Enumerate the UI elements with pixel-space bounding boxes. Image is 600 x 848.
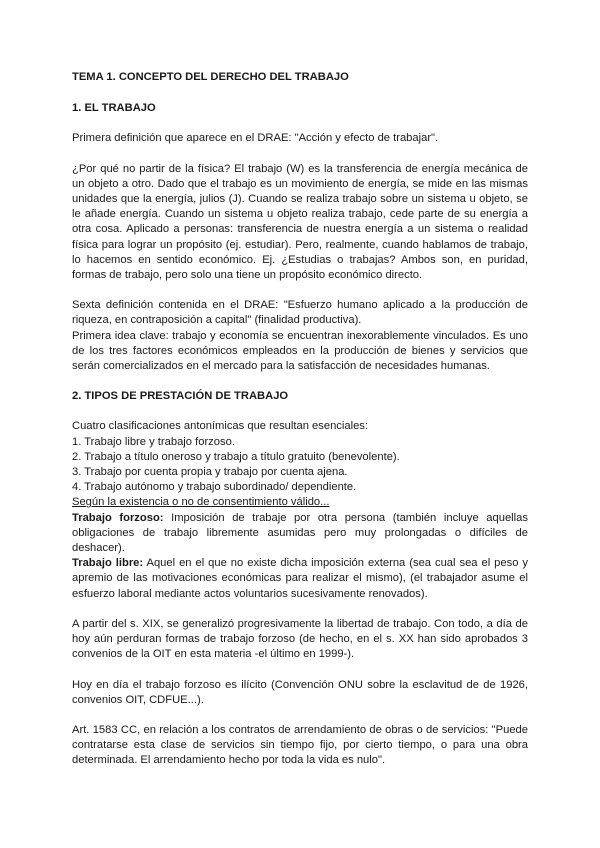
classification-list [72,435,528,496]
list-item: 3. Trabajo por cuenta propia y trabajo por cuenta ajena. [72,466,348,479]
list-item: 1. Trabajo libre y trabajo forzoso. [72,435,235,448]
forced-labor-label: Trabajo forzoso: [72,511,164,524]
free-labor-label: Trabajo libre: [72,557,144,570]
forced-labor-text: Imposición de trabaje por otra persona (también incluye aquellas obligaciones de trabajo libremente asumidas pero muy prolongadas o difíciles de deshacer). [72,511,528,555]
section-2-paragraph-7: Art. 1583 CC, en relación a los contratos de arrendamiento de obras o de servicios: "Puede contratarse esta clase de servicios sin tiempo fijo, por cierto tiempo, o para una obra determinada. El arrendamiento hecho por toda la vida es nulo". [72,723,528,767]
section-2-intro: Cuatro clasificaciones antonímicas que resultan esenciales: [72,420,369,433]
forced-labor-definition [72,511,528,557]
section-1-paragraph-3: Sexta definición contenida en el DRAE: "Esfuerzo humano aplicado a la producción de riqueza, en contraposición a capital" (finalidad productiva). [72,299,528,327]
document-title: TEMA 1. CONCEPTO DEL DERECHO DEL TRABAJO [72,71,349,83]
section-1-heading: 1. EL TRABAJO [72,102,156,115]
list-item: 2. Trabajo a título oneroso y trabajo a título gratuito (benevolente). [72,450,400,463]
free-labor-definition [72,556,528,602]
consent-subheading: Según la existencia o no de consentimiento válido... [72,496,330,509]
section-2-paragraph-6: Hoy en día el trabajo forzoso es ilícito (Convención ONU sobre la esclavitud de de 1926, convenios OIT, CDFUE...). [72,678,528,706]
section-1-paragraph-2: ¿Por qué no partir de la física? El trabajo (W) es la transferencia de energía mecánica de un objeto a otro. Dado que el trabajo es un movimiento de energía, se mide en las mismas unidades que la energía, julios (J). Cuando se realiza trabajo sobre un sistema u objeto, se le añade energía. Cuando un sistema u objeto realiza trabajo, cede parte de su energía a otra cosa. Aplicado a personas: transferencia de nuestra energía a un sistema o realidad física para lograr un propósito (ej. estudiar). Pero, realmente, cuando hablamos de trabajo, lo hacemos en sentido económico. Ej. ¿Estudias o trabajas? Ambos son, en puridad, formas de trabajo, pero solo una tiene un propósito económico directo. [72,162,528,282]
section-1-paragraph-1: Primera definición que aparece en el DRAE: "Acción y efecto de trabajar". [72,132,439,145]
section-1-paragraph-4: Primera idea clave: trabajo y economía se encuentran inexorablemente vinculados. Es uno de los tres factores económicos empleados en la producción de bienes y servicios que serán comercializados en el mercado para la satisfacción de necesidades humanas. [72,329,528,373]
list-item: 4. Trabajo autónomo y trabajo subordinado/ dependiente. [72,481,357,494]
free-labor-text: Aquel en el que no existe dicha imposición externa (sea cual sea el peso y apremio de las motivaciones económicas para realizar el mismo), (el trabajador asume el esfuerzo laboral mediante actos voluntarios sucesivamente renovados). [72,557,529,600]
section-2-heading: 2. TIPOS DE PRESTACIÓN DE TRABAJO [72,390,289,403]
section-2-paragraph-5: A partir del s. XIX, se generalizó progresivamente la libertad de trabajo. Con todo, a día de hoy aún perduran formas de trabajo forzoso (de hecho, en el s. XX han sido aprobados 3 convenios de la OIT en esta materia -el último en 1999-). [72,617,528,661]
